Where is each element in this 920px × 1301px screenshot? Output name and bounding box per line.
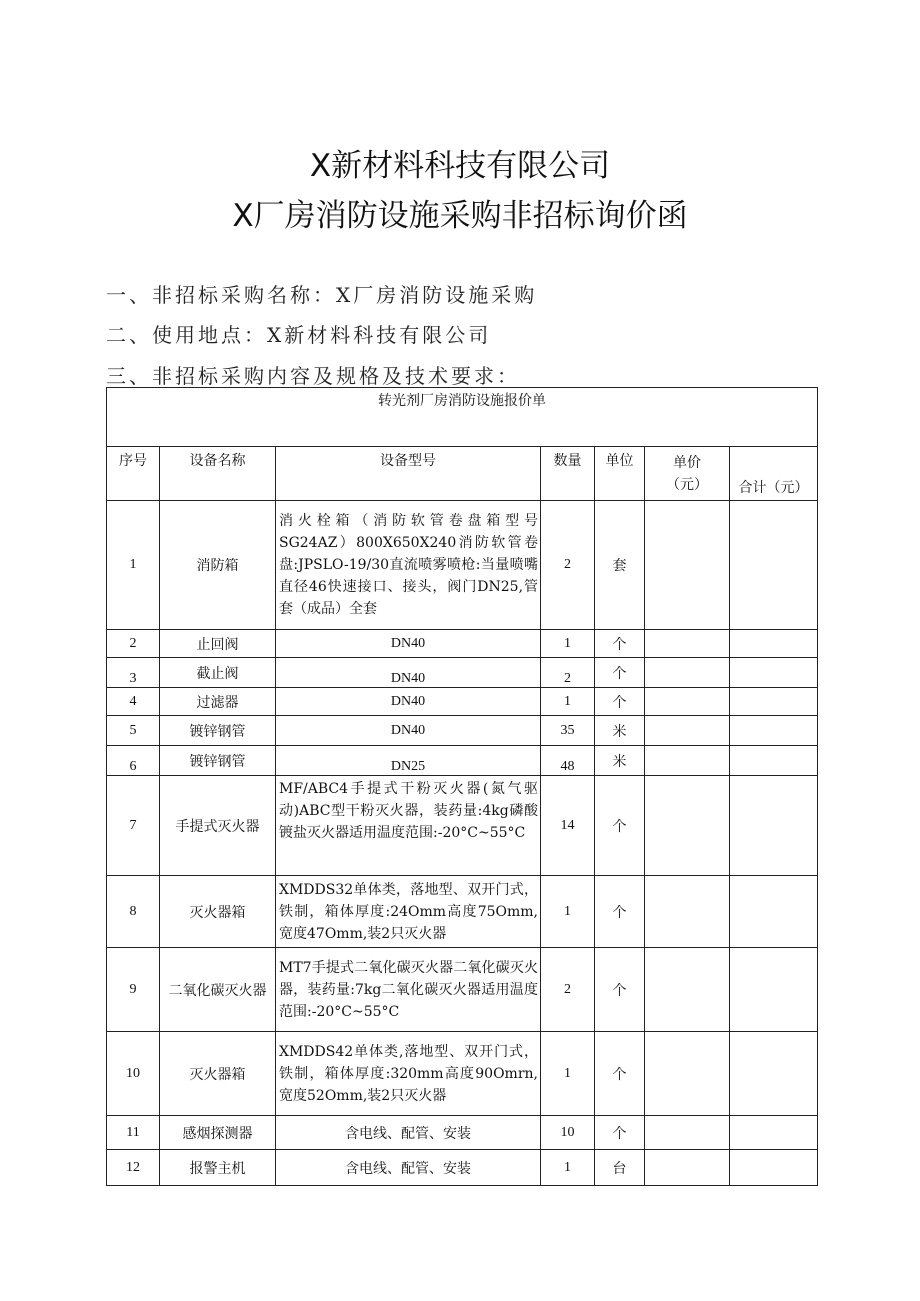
table-row — [107, 1032, 818, 1116]
cell-unit: 个 — [595, 876, 645, 948]
section-location: 二、使用地点：X新材料科技有限公司 — [106, 323, 492, 347]
cell-name: 二氧化碳灭火器 — [160, 948, 276, 1032]
header-name: 设备名称 — [160, 447, 276, 501]
cell-no: 1 — [107, 501, 160, 630]
cell-no: 4 — [107, 688, 160, 716]
document-title: X厂房消防设施采购非招标询价函 — [232, 198, 688, 234]
table-row — [107, 746, 818, 776]
cell-total — [730, 948, 818, 1032]
cell-name: 灭火器箱 — [160, 876, 276, 948]
cell-model: DN40 — [276, 716, 541, 746]
cell-name: 镀锌钢管 — [160, 716, 276, 746]
cell-qty: 14 — [541, 776, 595, 876]
cell-qty: 1 — [541, 688, 595, 716]
cell-price — [645, 688, 730, 716]
cell-model: 含电线、配管、安装 — [276, 1150, 541, 1186]
header-unit: 单位 — [595, 447, 645, 501]
cell-name: 报警主机 — [160, 1150, 276, 1186]
cell-name: 消防箱 — [160, 501, 276, 630]
cell-model: DN25 — [276, 746, 541, 776]
cell-qty: 1 — [541, 1150, 595, 1186]
header-qty: 数量 — [541, 447, 595, 501]
cell-no: 7 — [107, 776, 160, 876]
cell-no: 5 — [107, 716, 160, 746]
cell-total — [730, 746, 818, 776]
cell-model: DN40 — [276, 658, 541, 688]
quotation-table — [106, 387, 818, 1186]
cell-price — [645, 630, 730, 658]
cell-name: 过滤器 — [160, 688, 276, 716]
cell-price — [645, 658, 730, 688]
cell-model: MT7手提式二氧化碳灭火器二氧化碳灭火器，装药量:7kg二氧化碳灭火器适用温度范围:-20°C~55°C — [276, 948, 541, 1032]
cell-total — [730, 876, 818, 948]
cell-price — [645, 501, 730, 630]
cell-unit: 个 — [595, 1032, 645, 1116]
cell-price — [645, 746, 730, 776]
cell-price — [645, 1116, 730, 1150]
cell-unit: 米 — [595, 716, 645, 746]
cell-price — [645, 876, 730, 948]
table-header-row — [107, 447, 818, 501]
cell-qty: 35 — [541, 716, 595, 746]
cell-qty: 2 — [541, 948, 595, 1032]
cell-model: XMDDS32单体类，落地型、双开门式，铁制，箱体厚度:24Omm高度75Omm,宽度47Omm,装2只灭火器 — [276, 876, 541, 948]
cell-price — [645, 1150, 730, 1186]
cell-no: 3 — [107, 658, 160, 688]
cell-price — [645, 948, 730, 1032]
header-total: 合计（元） — [730, 447, 818, 501]
cell-total — [730, 776, 818, 876]
cell-model: 含电线、配管、安装 — [276, 1116, 541, 1150]
cell-name: 灭火器箱 — [160, 1032, 276, 1116]
cell-unit: 个 — [595, 1116, 645, 1150]
table-row — [107, 501, 818, 630]
cell-qty: 10 — [541, 1116, 595, 1150]
cell-qty: 2 — [541, 501, 595, 630]
cell-total — [730, 1150, 818, 1186]
table-row — [107, 776, 818, 876]
cell-name: 手提式灭火器 — [160, 776, 276, 876]
cell-unit: 个 — [595, 948, 645, 1032]
table-row — [107, 948, 818, 1032]
cell-price — [645, 716, 730, 746]
cell-unit: 个 — [595, 776, 645, 876]
header-price: 单价 （元） — [645, 447, 730, 501]
cell-unit: 个 — [595, 658, 645, 688]
cell-price — [645, 1032, 730, 1116]
cell-name: 止回阀 — [160, 630, 276, 658]
cell-unit: 台 — [595, 1150, 645, 1186]
table-row — [107, 716, 818, 746]
cell-no: 2 — [107, 630, 160, 658]
cell-qty: 48 — [541, 746, 595, 776]
cell-no: 9 — [107, 948, 160, 1032]
section-requirements: 三、非招标采购内容及规格及技术要求： — [106, 364, 520, 388]
table-caption-row — [107, 388, 818, 447]
cell-model: 消火栓箱（消防软管卷盘箱型号SG24AZ）800X650X240消防软管卷盘:JPSLO-19/30直流喷雾喷枪:当量喷嘴直径46快速接口、接头，阀门DN25,管套（成品）全套 — [276, 501, 541, 630]
cell-unit: 套 — [595, 501, 645, 630]
cell-name: 感烟探测器 — [160, 1116, 276, 1150]
cell-model: MF/ABC4手提式干粉灭火器(氮气驱动)ABC型干粉灭火器，装药量:4kg磷酸镀盐灭火器适用温度范围:-20°C~55°C — [276, 776, 541, 876]
cell-price — [645, 776, 730, 876]
cell-name: 镀锌钢管 — [160, 746, 276, 776]
cell-total — [730, 688, 818, 716]
cell-name: 截止阀 — [160, 658, 276, 688]
table-row — [107, 658, 818, 688]
cell-qty: 1 — [541, 1032, 595, 1116]
cell-no: 10 — [107, 1032, 160, 1116]
cell-unit: 米 — [595, 746, 645, 776]
header-model: 设备型号 — [276, 447, 541, 501]
header-no: 序号 — [107, 447, 160, 501]
cell-total — [730, 1116, 818, 1150]
section-procurement-name: 一、非招标采购名称：X厂房消防设施采购 — [106, 283, 538, 307]
cell-total — [730, 501, 818, 630]
table-row — [107, 630, 818, 658]
cell-total — [730, 658, 818, 688]
cell-total — [730, 716, 818, 746]
cell-qty: 1 — [541, 630, 595, 658]
cell-unit: 个 — [595, 688, 645, 716]
cell-no: 8 — [107, 876, 160, 948]
cell-model: DN40 — [276, 630, 541, 658]
cell-total — [730, 1032, 818, 1116]
cell-qty: 2 — [541, 658, 595, 688]
table-row — [107, 876, 818, 948]
cell-no: 6 — [107, 746, 160, 776]
cell-no: 12 — [107, 1150, 160, 1186]
cell-model: DN40 — [276, 688, 541, 716]
table-caption: 转光剂厂房消防设施报价单 — [107, 388, 818, 447]
company-title: X新材料科技有限公司 — [309, 148, 611, 184]
cell-qty: 1 — [541, 876, 595, 948]
cell-unit: 个 — [595, 630, 645, 658]
table-row — [107, 688, 818, 716]
cell-no: 11 — [107, 1116, 160, 1150]
table-row — [107, 1150, 818, 1186]
cell-model: XMDDS42单体类,落地型、双开门式，铁制，箱体厚度:320mm高度90Omrn,宽度52Omm,装2只灭火器 — [276, 1032, 541, 1116]
cell-total — [730, 630, 818, 658]
table-row — [107, 1116, 818, 1150]
